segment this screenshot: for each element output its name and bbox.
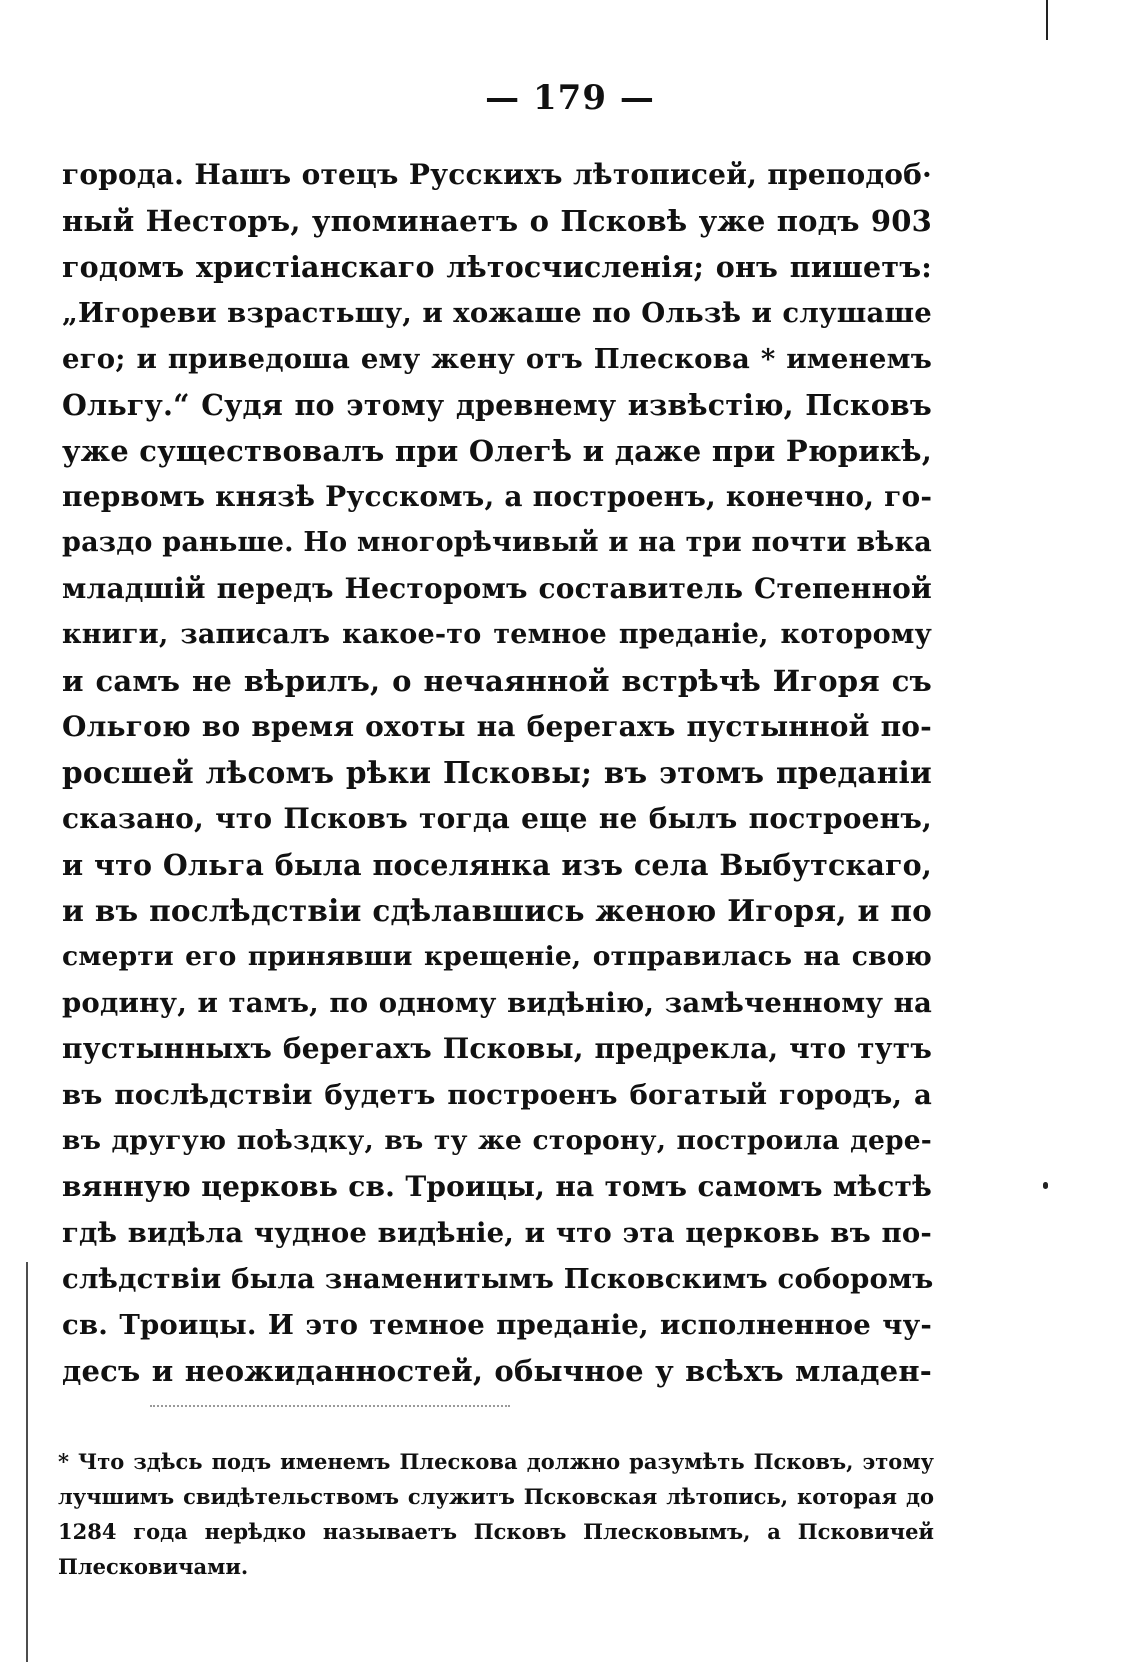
text-line: годомъ христіанскаго лѣтосчисленія; онъ пишетъ: bbox=[62, 250, 932, 284]
footnote-line: лучшимъ свидѣтельствомъ служитъ Псковская лѣтопись, которая до bbox=[58, 1484, 934, 1509]
text-line: раздо раньше. Но многорѣчивый и на три почти вѣка bbox=[62, 527, 932, 558]
text-line: въ послѣдствіи будетъ построенъ богатый городъ, а bbox=[62, 1079, 932, 1111]
main-text bbox=[62, 152, 932, 1394]
text-line: младшій передъ Несторомъ составитель Степенной bbox=[62, 572, 932, 605]
text-line: первомъ князѣ Русскомъ, а построенъ, конечно, го- bbox=[62, 480, 933, 513]
text-line: св. Троицы. И это темное преданіе, исполненное чу- bbox=[62, 1309, 932, 1341]
text-line: его; и приведоша ему жену отъ Плескова * именемъ bbox=[62, 343, 932, 375]
text-line: десъ и неожиданностей, обычное у всѣхъ младен- bbox=[62, 1354, 932, 1388]
page-number: — 179 — bbox=[485, 78, 655, 118]
text-line: вянную церковь св. Троицы, на томъ самомъ мѣстѣ bbox=[62, 1170, 932, 1203]
text-line: „Игореви взрастьшу, и хожаше по Ользѣ и слушаше bbox=[62, 297, 932, 329]
text-line: города. Нашъ отецъ Русскихъ лѣтописей, преподоб· bbox=[62, 158, 932, 191]
text-line: пустынныхъ берегахъ Псковы, предрекла, что тутъ bbox=[62, 1032, 932, 1065]
text-line: книги, записалъ какое-то темное преданіе, которому bbox=[62, 619, 932, 650]
text-line: въ другую поѣздку, въ ту же сторону, построила дере- bbox=[62, 1125, 932, 1156]
text-line: сказано, что Псковъ тогда еще не былъ построенъ, bbox=[62, 802, 932, 835]
text-line: смерти его принявши крещеніе, отправилась на свою bbox=[62, 941, 932, 972]
footnote-line: 1284 года нерѣдко называетъ Псковъ Плесковымъ, а Псковичей bbox=[58, 1519, 934, 1544]
text-line: слѣдствіи была знаменитымъ Псковскимъ соборомъ bbox=[62, 1263, 934, 1295]
scan-edge-mark bbox=[1043, 1182, 1048, 1189]
text-line: родину, и тамъ, по одному видѣнію, замѣченному на bbox=[62, 987, 932, 1019]
footnote bbox=[58, 1444, 934, 1584]
text-line: уже существовалъ при Олегѣ и даже при Рюрикѣ, bbox=[62, 434, 932, 468]
text-line: и что Ольга была поселянка изъ села Выбутскаго, bbox=[62, 848, 932, 882]
text-line: Ольгою во время охоты на берегахъ пустынной по- bbox=[62, 710, 932, 743]
text-line: росшей лѣсомъ рѣки Псковы; въ этомъ преданіи bbox=[62, 755, 932, 790]
footnote-line: * Что здѣсь подъ именемъ Плескова должно разумѣть Псковъ, этому bbox=[58, 1449, 934, 1474]
scan-edge-mark bbox=[26, 1262, 28, 1662]
text-line: гдѣ видѣла чудное видѣніе, и что эта церковь въ по- bbox=[62, 1217, 932, 1249]
footnote-separator bbox=[150, 1405, 510, 1409]
footnote-line: Плесковичами. bbox=[58, 1554, 249, 1579]
text-line: и въ послѣдствіи сдѣлавшись женою Игоря, и по bbox=[62, 893, 932, 928]
scan-edge-mark bbox=[1046, 0, 1048, 40]
text-line: ный Несторъ, упоминаетъ о Псковѣ уже подъ 903 bbox=[62, 204, 932, 238]
text-line: Ольгу.“ Судя по этому древнему извѣстію, Псковъ bbox=[62, 388, 932, 422]
text-line: и самъ не вѣрилъ, о нечаянной встрѣчѣ Игоря съ bbox=[62, 664, 932, 698]
